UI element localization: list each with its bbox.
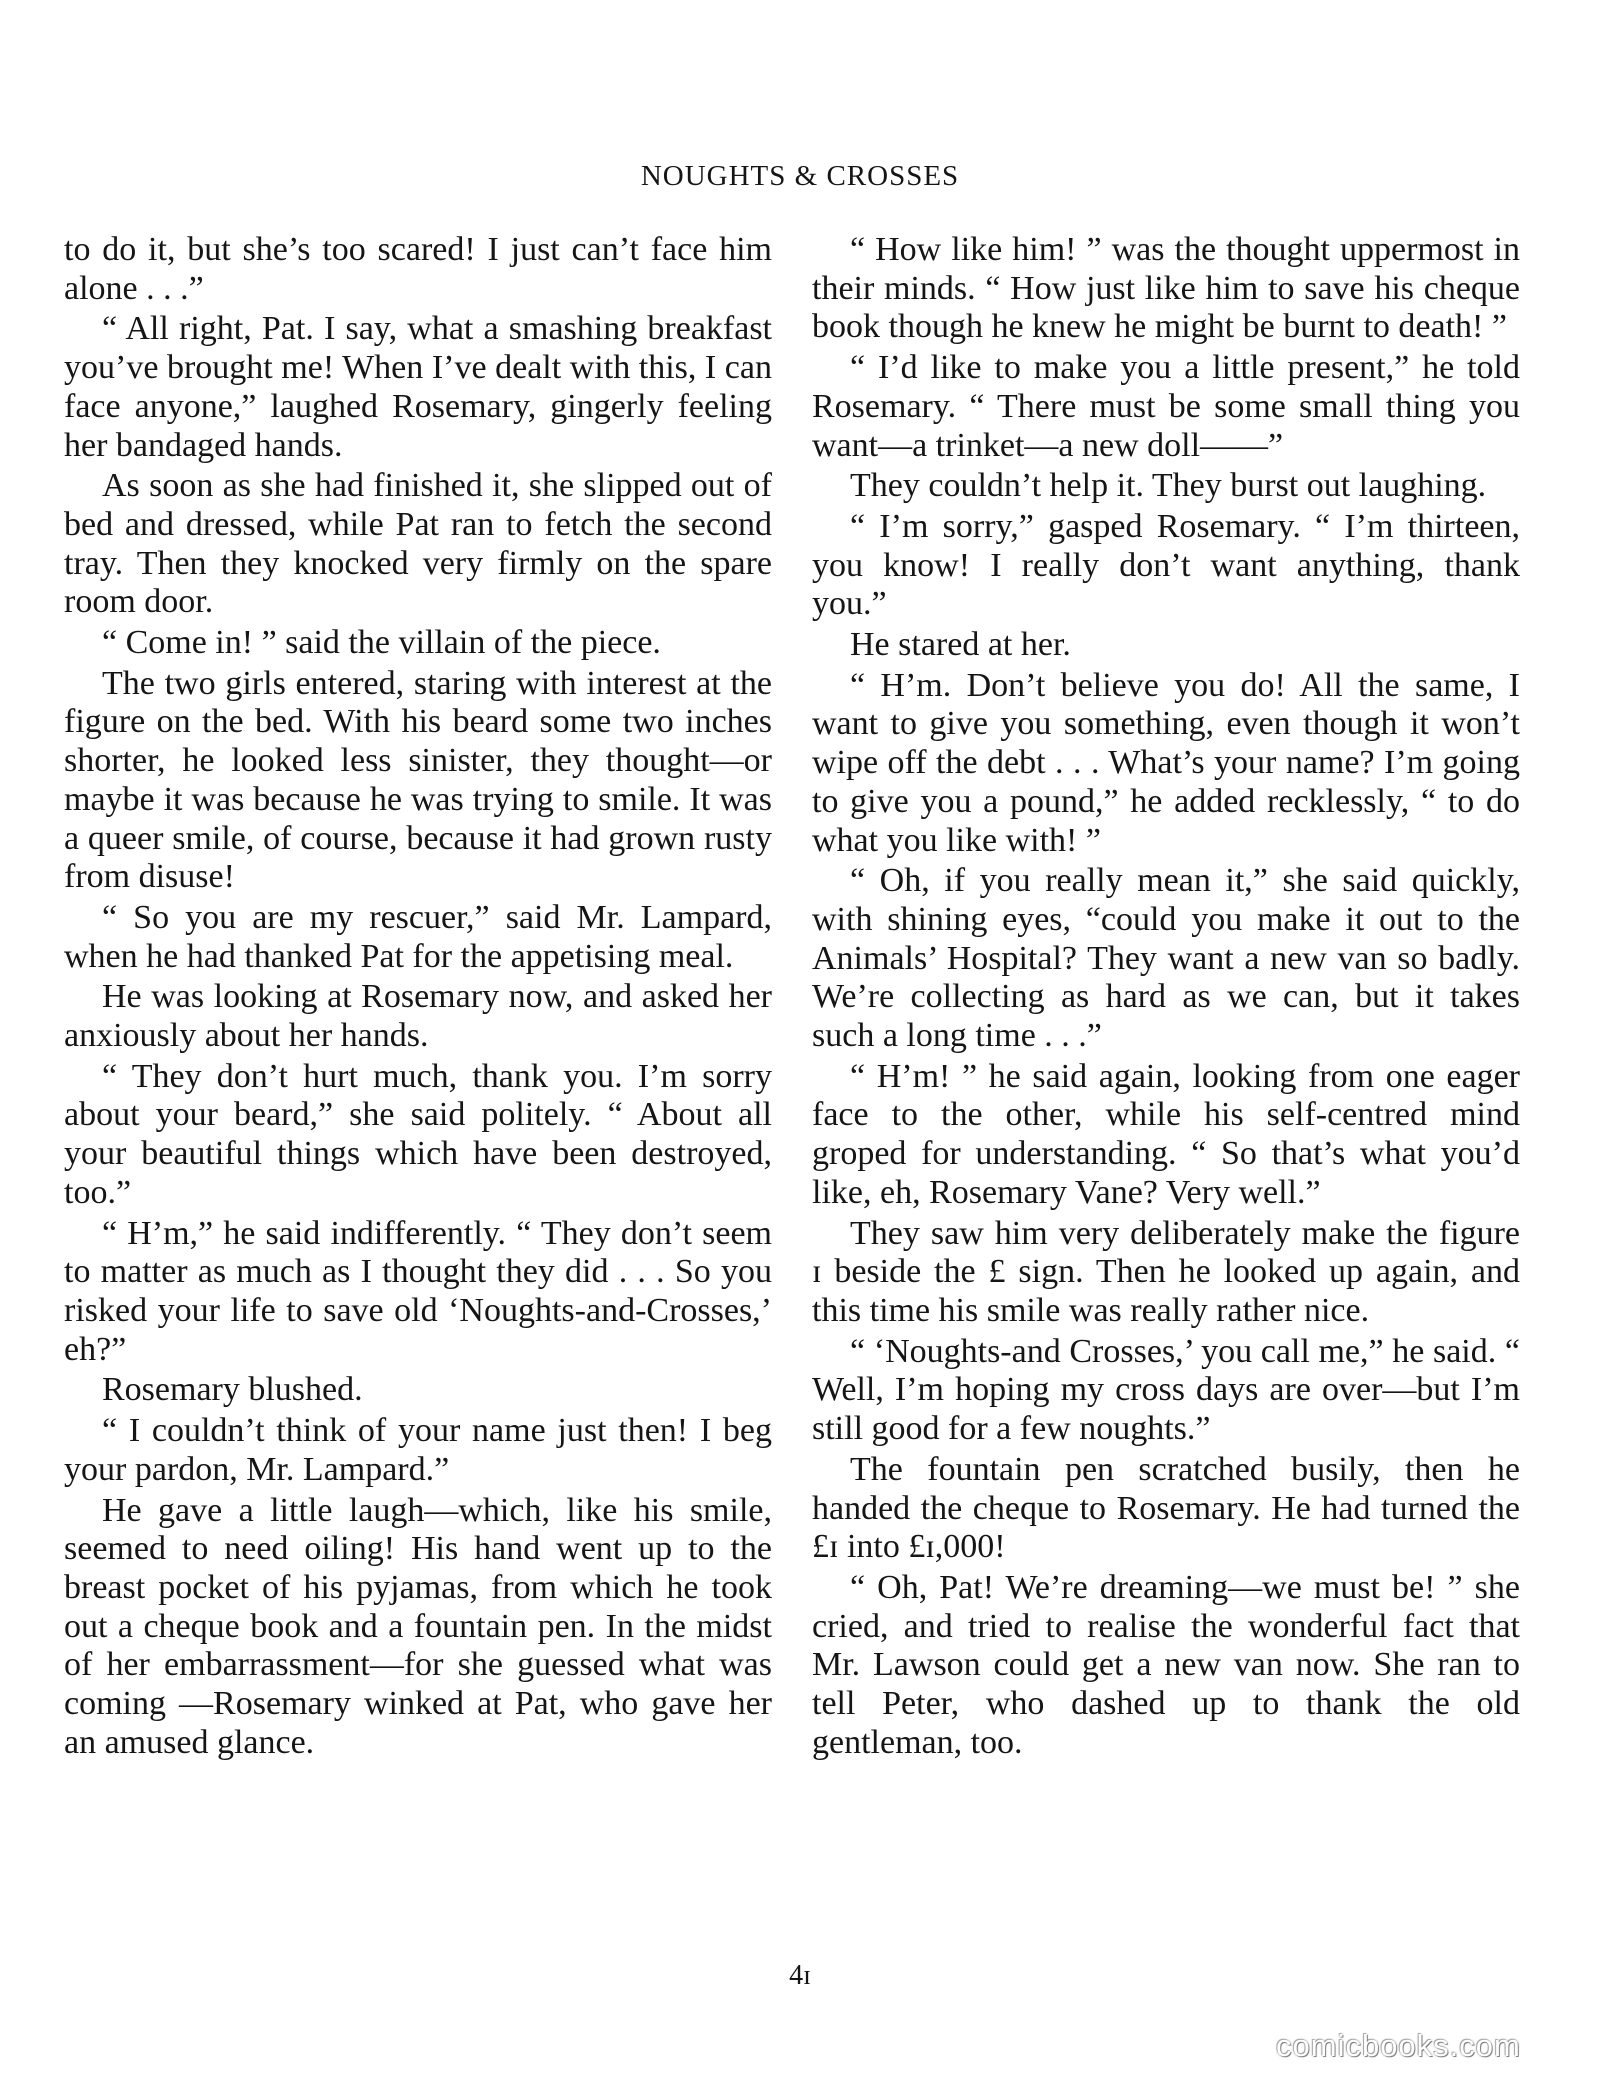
paragraph: “ They don’t hurt much, thank you. I’m sorry about your beard,” she said politely. “ About all your beautiful things which have been destroyed, too.” (64, 1057, 772, 1211)
paragraph: “ Oh, Pat! We’re dreaming—we must be! ” she cried, and tried to realise the wonderful fact that Mr. Lawson could get a new van now. She ran to tell Peter, who dashed up to thank the old gentleman, too. (812, 1568, 1520, 1761)
paragraph: Rosemary blushed. (102, 1371, 363, 1409)
running-header: NOUGHTS & CROSSES (640, 160, 960, 192)
paragraph: He gave a little laugh—which, like his smile, seemed to need oiling! His hand went up to the breast pocket of his pyjamas, from which he took out a cheque book and a fountain pen. In the midst of her embarrassment—for she guessed what was coming —Rosemary winked at Pat, who gave her an amused glance. (64, 1491, 772, 1761)
paragraph: “ I’m sorry,” gasped Rosemary. “ I’m thirteen, you know! I really don’t want anything, thank you.” (812, 507, 1520, 623)
paragraph: As soon as she had finished it, she slipped out of bed and dressed, while Pat ran to fetch the second tray. Then they knocked very firmly on the spare room door. (64, 467, 772, 621)
paragraph: “ H’m! ” he said again, looking from one eager face to the other, while his self-centred mind groped for understanding. “ So that’s what you’d like, eh, Rosemary Vane? Very well.” (812, 1057, 1520, 1211)
paragraph: They couldn’t help it. They burst out laughing. (850, 467, 1487, 505)
right-column (812, 231, 1520, 1764)
paragraph: “ All right, Pat. I say, what a smashing breakfast you’ve brought me! When I’ve dealt with this, I can face anyone,” laughed Rosemary, gingerly feeling her bandaged hands. (64, 310, 772, 464)
paragraph: “ H’m. Don’t believe you do! All the same, I want to give you something, even though it won’t wipe off the debt . . . What’s your name? I’m going to give you a pound,” he added recklessly, “ to do what you like with! ” (812, 666, 1520, 859)
paragraph: “ ‘Noughts-and Crosses,’ you call me,” he said. “ Well, I’m hoping my cross days are over—but I’m still good for a few noughts.” (812, 1332, 1520, 1448)
paragraph: “ How like him! ” was the thought uppermost in their minds. “ How just like him to save his cheque book though he knew he might be burnt to death! ” (812, 231, 1520, 346)
paragraph: The fountain pen scratched busily, then he handed the cheque to Rosemary. He had turned the £ɪ into £ɪ,000! (812, 1450, 1520, 1566)
paragraph: “ So you are my rescuer,” said Mr. Lampard, when he had thanked Pat for the appetising meal. (64, 898, 772, 975)
paragraph: “ I couldn’t think of your name just then! I beg your pardon, Mr. Lampard.” (64, 1412, 772, 1488)
paragraph: “ I’d like to make you a little present,” he told Rosemary. “ There must be some small thing you want—a trinket—a new doll——” (812, 349, 1520, 464)
paragraph: He stared at her. (850, 626, 1071, 664)
paragraph: “ Come in! ” said the villain of the piece. (102, 624, 661, 662)
paragraph: He was looking at Rosemary now, and asked her anxiously about her hands. (64, 978, 772, 1055)
paragraph: “ H’m,” he said indifferently. “ They don’t seem to matter as much as I thought they did . . . So you risked your life to save old ‘Noughts-and-Crosses,’ eh?” (64, 1214, 772, 1368)
paragraph: “ Oh, if you really mean it,” she said quickly, with shining eyes, “could you make it out to the Animals’ Hospital? They want a new van so badly. We’re collecting as hard as we can, but it takes such a long time . . .” (812, 862, 1520, 1055)
paragraph: to do it, but she’s too scared! I just can’t face him alone . . .” (64, 231, 772, 307)
left-column (64, 231, 772, 1764)
paragraph: The two girls entered, staring with interest at the figure on the bed. With his beard some two inches shorter, he looked less sinister, they thought—or maybe it was because he was trying to smile. It was a queer smile, of course, because it had grown rusty from disuse! (64, 664, 772, 896)
watermark: comicbooks.com (1276, 2028, 1521, 2063)
paragraph: They saw him very deliberately make the figure ɪ beside the £ sign. Then he looked up again, and this time his smile was really rather nice. (812, 1214, 1520, 1329)
page-number: 4ɪ (789, 1960, 811, 1991)
